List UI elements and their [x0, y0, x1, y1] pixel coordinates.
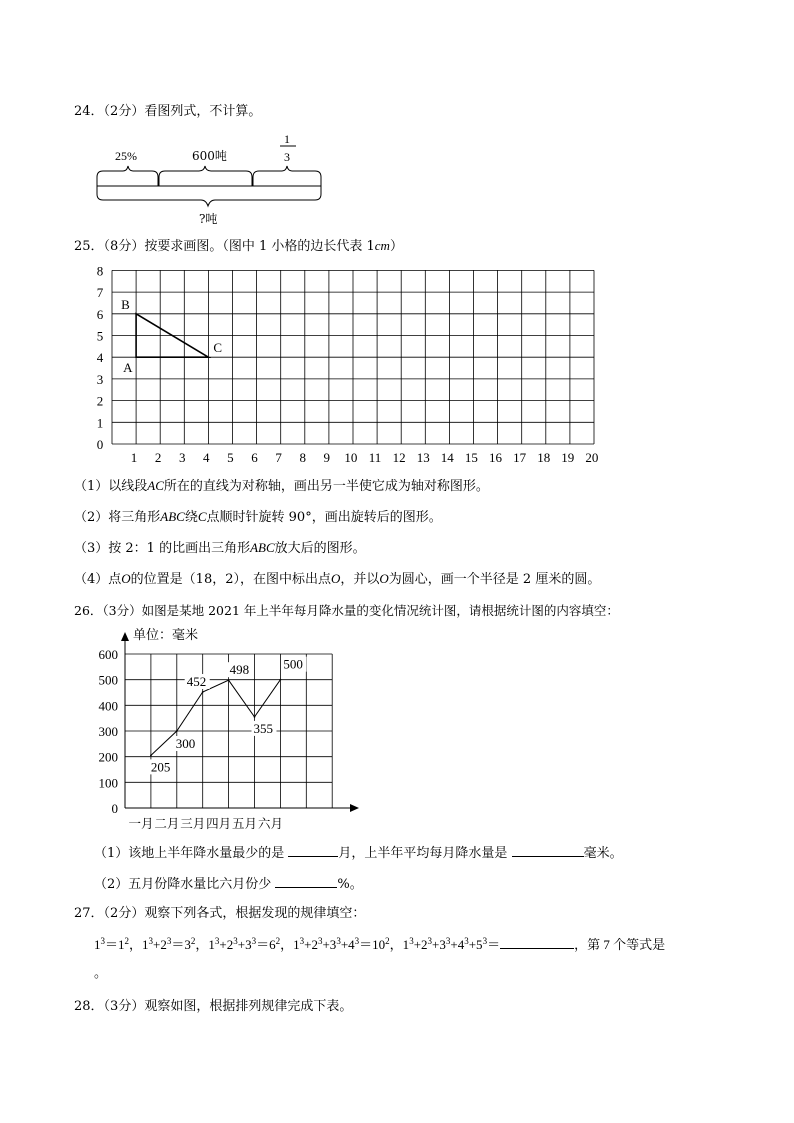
grid-y-tick: 1	[96, 415, 104, 431]
q26-sub1-a: （1）该地上半年降水量最少的是	[94, 846, 285, 861]
grid-x-tick: 7	[275, 450, 282, 465]
q25-sub4-d: 为圆心，画一个半径是 2 厘米的圆。	[388, 572, 601, 587]
point-a-label: A	[123, 360, 133, 376]
chart-x-label: 一月	[128, 817, 154, 831]
data-label: 500	[283, 656, 303, 672]
point-b-label: B	[121, 296, 130, 312]
grid-x-tick: 9	[323, 450, 331, 465]
grid-x-tick: 6	[251, 450, 258, 465]
label-25pct: 25%	[115, 149, 137, 163]
answer-blank-sum[interactable]	[500, 936, 574, 949]
q25-sub4-o1: O	[121, 571, 131, 586]
data-label: 452	[186, 673, 207, 689]
rainfall-point	[280, 679, 282, 681]
q25-sub3-abc: ABC	[250, 540, 275, 555]
q27-tail: ，第 7 个等式是	[574, 937, 666, 952]
q25-sub4-o2: O	[331, 571, 341, 586]
chart-y-tick: 400	[98, 698, 118, 714]
q25-sub2-a: （2）将三角形	[74, 510, 161, 525]
answer-blank-percent[interactable]	[275, 875, 337, 888]
q25-sub4-o3: O	[379, 571, 389, 586]
data-label: 205	[150, 759, 171, 775]
grid-x-tick: 19	[561, 450, 575, 465]
rainfall-point	[254, 716, 256, 718]
chart-x-label: 二月	[154, 817, 180, 831]
grid-y-tick: 5	[96, 328, 104, 344]
q26-title: 26．（3分）如图是某地 2021 年上半年每月降水量的变化情况统计图，请根据统计图的内容填空：	[74, 603, 619, 618]
chart-x-label: 六月	[257, 817, 283, 831]
grid-y-tick: 3	[96, 371, 104, 387]
grid-x-tick: 1	[130, 450, 138, 465]
chart-x-label: 四月	[206, 817, 232, 831]
rainfall-point	[150, 754, 152, 756]
grid-x-tick: 15	[464, 450, 478, 465]
q27-end-mark: 。	[94, 966, 108, 981]
q27-equations: $1^3=1^2$，$1^3+2^3=3^2$，$1^3+2^3+3^3=6^2$，$1^3+2^3+3^3+4^3=10^2$，$1^3+2^3+3^3+4^3+5^3=$ ，第 7 个等式是	[94, 936, 666, 952]
grid-x-tick: 20	[585, 450, 599, 465]
y-axis-arrow	[121, 632, 129, 641]
chart-y-tick: 600	[98, 647, 118, 662]
chart-x-label: 三月	[180, 817, 206, 831]
grid-x-tick: 4	[203, 450, 210, 465]
data-label: 300	[175, 736, 196, 751]
grid-y-tick: 8	[96, 263, 104, 279]
grid-x-tick: 13	[416, 450, 430, 465]
rainfall-point	[202, 691, 204, 693]
point-c-label: C	[213, 340, 223, 356]
x-axis-arrow	[350, 804, 359, 812]
q27-title: 27．（2分）观察下列各式，根据发现的规律填空：	[74, 906, 366, 921]
q25-sub3-b: 放大后的图形。	[274, 541, 366, 556]
q25-sub4-b: 的位置是（18，2），在图中标出点	[130, 572, 331, 587]
grid-x-tick: 17	[513, 450, 527, 465]
chart-y-tick: 500	[98, 672, 118, 688]
grid-x-tick: 3	[178, 450, 186, 465]
chart-unit-label: 单位：毫米	[133, 627, 199, 642]
q25-title-end: ）	[389, 239, 403, 254]
q26-sub1-c: 毫米。	[583, 846, 623, 861]
rainfall-point	[228, 679, 230, 681]
grid-x-tick: 14	[440, 450, 454, 465]
label-600t: 600吨	[192, 149, 227, 163]
grid-y-tick: 4	[96, 350, 104, 366]
q26-sub2	[94, 875, 363, 893]
q28-title: 28．（3分）观察如图，根据排列规律完成下表。	[74, 999, 353, 1014]
answer-blank-month[interactable]	[288, 844, 338, 857]
q25-title-text: 25．（8分）按要求画图。（图中 1 小格的边长代表 1	[74, 239, 375, 254]
grid-x-tick: 11	[368, 450, 382, 465]
q25-title-unit: cm	[374, 238, 390, 253]
grid-x-tick: 18	[537, 450, 551, 465]
q25-sub1-a: （1）以线段	[74, 479, 148, 494]
grid-x-tick: 12	[392, 450, 406, 465]
answer-blank-average[interactable]	[512, 844, 584, 857]
rainfall-line	[151, 680, 281, 756]
q25-sub2-c: C	[197, 509, 207, 524]
q25-sub1-ac: AC	[147, 478, 164, 493]
grid-x-tick: 16	[489, 450, 502, 465]
q26-sub1	[94, 844, 623, 862]
q25-sub4-a: （4）点	[74, 572, 122, 587]
grid-x-tick: 10	[344, 450, 358, 465]
q24-title: 24．（2分）看图列式，不计算。	[74, 104, 262, 119]
grid-y-tick: 0	[96, 437, 104, 452]
fraction-numerator: 1	[284, 132, 290, 146]
rainfall-point	[176, 730, 178, 732]
fraction-denominator: 3	[284, 150, 290, 164]
grid-x-tick: 5	[227, 450, 234, 465]
q25-sub2-abc: ABC	[160, 509, 185, 524]
chart-x-label: 五月	[232, 817, 258, 831]
chart-y-tick: 300	[98, 724, 118, 739]
q25-sub4-c: ，并以	[340, 572, 380, 587]
q26-sub1-b: 月，上半年平均每月降水量是	[338, 846, 508, 861]
q26-sub2-a: （2）五月份降水量比六月份少	[94, 877, 272, 892]
q25-sub3-a: （3）按 2：1 的比画出三角形	[74, 541, 251, 556]
chart-y-tick: 0	[111, 801, 118, 816]
grid-y-tick: 2	[96, 393, 104, 409]
data-label: 498	[229, 662, 250, 678]
label-total: ?吨	[199, 212, 218, 226]
grid-x-tick: 2	[154, 450, 162, 465]
q25-sub2-d: 点顺时针旋转 90°，画出旋转后的图形。	[206, 510, 442, 525]
chart-y-tick: 100	[98, 775, 118, 791]
data-label: 355	[253, 720, 273, 736]
q25-sub1-b: 所在的直线为对称轴，画出另一半使它成为轴对称图形。	[163, 479, 489, 494]
grid-y-tick: 6	[96, 306, 104, 322]
grid-y-tick: 7	[96, 285, 104, 301]
grid-x-tick: 8	[299, 450, 306, 465]
q26-sub2-b: %。	[337, 877, 363, 892]
q25-sub2-b: 绕	[184, 510, 198, 525]
chart-y-tick: 200	[98, 749, 118, 765]
